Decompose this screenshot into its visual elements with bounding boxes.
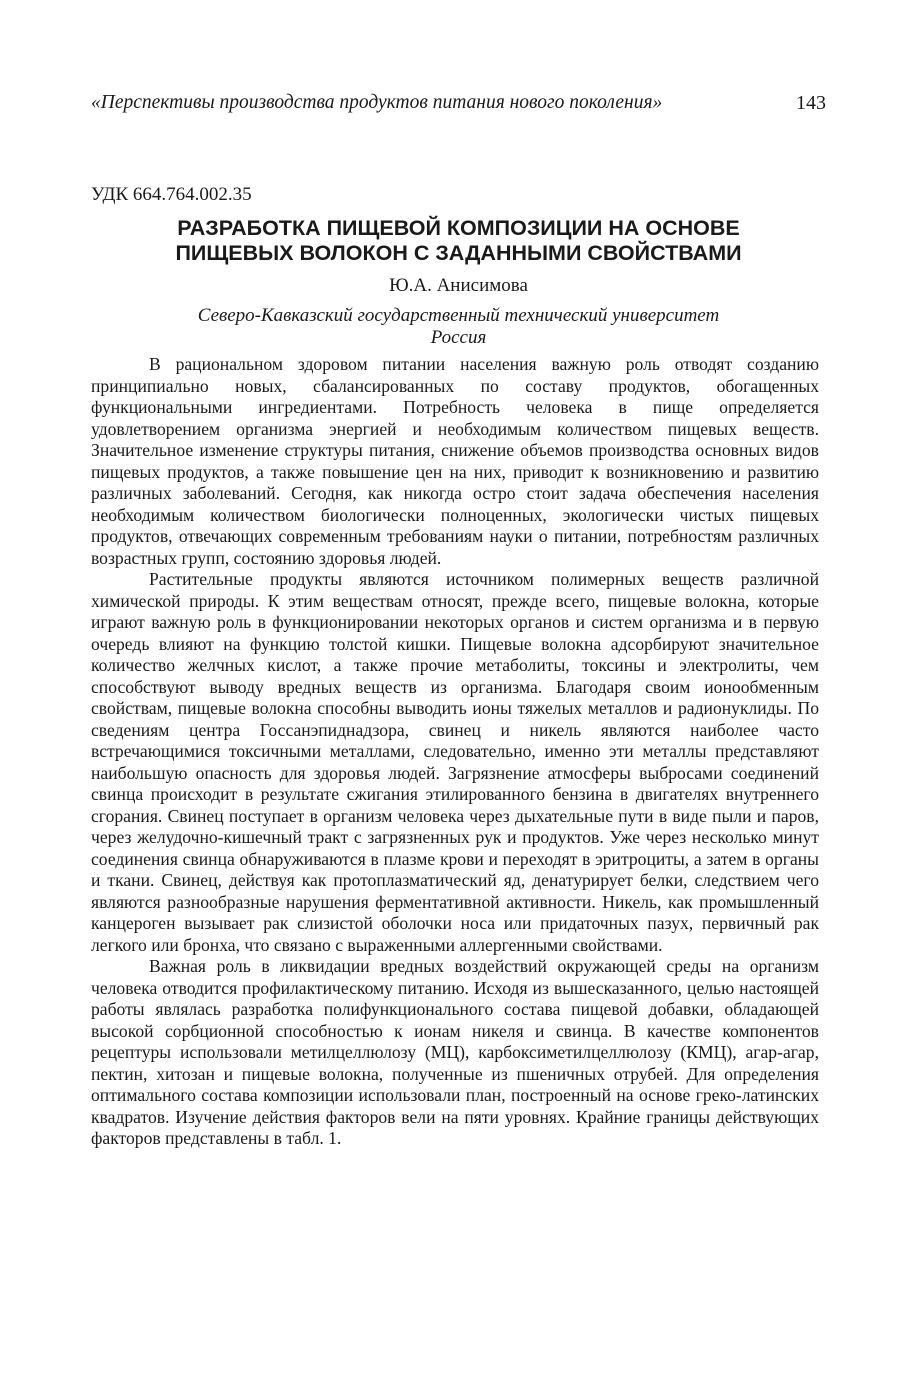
running-title: «Перспективы производства продуктов питания нового поколения»	[91, 92, 663, 113]
article-title	[91, 216, 826, 266]
article-title-line: ПИЩЕВЫХ ВОЛОКОН С ЗАДАННЫМИ СВОЙСТВАМИ	[175, 241, 742, 265]
affiliation	[91, 305, 826, 349]
author-name: Ю.А. Анисимова	[389, 275, 528, 296]
running-header	[91, 88, 826, 118]
body-paragraph: Растительные продукты являются источником полимерных веществ различной химической природы. К этим веществам относят, прежде всего, пищевые волокна, которые играют важную роль в функционировании некоторых органов и систем организма и в первую очередь влияют на функцию толстой кишки. Пищевые волокна адсорбируют значительное количество желчных кислот, а также прочие метаболиты, токсины и электролиты, чем способствуют выводу вредных веществ из организма. Благодаря своим ионообменным свойствам, пищевые волокна способны выводить ионы тяжелых металлов и радионуклиды. По сведениям центра Госсанэпиднадзора, свинец и никель являются наиболее часто встречающимися токсичными металлами, следовательно, именно эти металлы представляют наибольшую опасность для здоровья людей. Загрязнение атмосферы выбросами соединений свинца происходит в результате сжигания этилированного бензина в двигателях внутреннего сгорания. Свинец поступает в организм человека через дыхательные пути в виде пыли и паров, через желудочно-кишечный тракт с загрязненных рук и продуктов. Уже через несколько минут соединения свинца обнаруживаются в плазме крови и переходят в эритроциты, а затем в органы и ткани. Свинец, действуя как протоплазматический яд, денатурирует белки, следствием чего являются разнообразные нарушения ферментативной активности. Никель, как промышленный канцероген вызывает рак слизистой оболочки носа или придаточных пазух, первичный рак легкого или бронха, что связано с выраженными аллергенными свойствами.	[91, 569, 819, 955]
affiliation-institution: Северо-Кавказский государственный технический университет	[197, 305, 720, 326]
body-paragraph: Важная роль в ликвидации вредных воздействий окружающей среды на организм человека отводится профилактическому питанию. Исходя из вышесказанного, целью настоящей работы являлась разработка полифункционального состава пищевой добавки, обладающей высокой сорбционной способностью к ионам никеля и свинца. В качестве компонентов рецептуры использовали метилцеллюлозу (МЦ), карбоксиметилцеллюлозу (КМЦ), агар-агар, пектин, хитозан и пищевые волокна, полученные из пшеничных отрубей. Для определения оптимального состава композиции использовали план, построенный на основе греко-латинских квадратов. Изучение действия факторов вели на пяти уровнях. Крайние границы действующих факторов представлены в табл. 1.	[91, 956, 819, 1148]
page-number: 143	[796, 92, 826, 114]
article-title-line: РАЗРАБОТКА ПИЩЕВОЙ КОМПОЗИЦИИ НА ОСНОВЕ	[177, 216, 740, 240]
udc-code: УДК 664.764.002.35	[91, 184, 252, 205]
article-body	[91, 354, 819, 1150]
body-paragraph: В рациональном здоровом питании населения важную роль отводят созданию принципиально новых, сбалансированных по составу продуктов, обогащенных функциональными ингредиентами. Потребность человека в пище определяется удовлетворением организма энергией и необходимым количеством пищевых веществ. Значительное изменение структуры питания, снижение объемов производства основных видов пищевых продуктов, а также повышение цен на них, приводит к возникновению и развитию различных заболеваний. Сегодня, как никогда остро стоит задача обеспечения населения необходимым количеством биологически полноценных, экологически чистых пищевых продуктов, отвечающих современным требованиям науки о питании, потребностям различных возрастных групп, состоянию здоровья людей.	[91, 354, 819, 568]
affiliation-country: Россия	[430, 327, 487, 348]
